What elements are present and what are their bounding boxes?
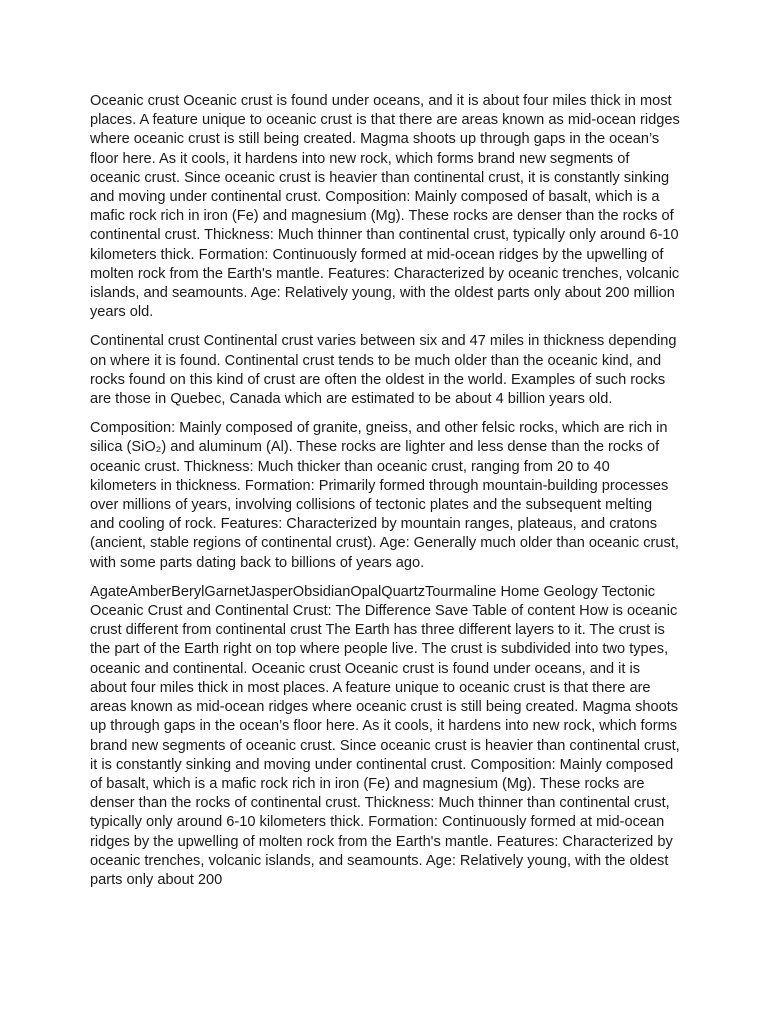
document-page [90,92,680,900]
paragraph-oceanic-crust: Oceanic crust Oceanic crust is found under oceans, and it is about four miles thick in most places. A feature unique to oceanic crust is that there are areas known as mid-ocean ridges where oceanic crust is still being created. Magma shoots up through gaps in the ocean’s floor here. As it cools, it hardens into new rock, which forms brand new segments of oceanic crust. Since oceanic crust is heavier than continental crust, it is constantly sinking and moving under continental crust. Composition: Mainly composed of basalt, which is a mafic rock rich in iron (Fe) and magnesium (Mg). These rocks are denser than the rocks of continental crust. Thickness: Much thinner than continental crust, typically only around 6-10 kilometers thick. Formation: Continuously formed at mid-ocean ridges by the upwelling of molten rock from the Earth's mantle. Features: Characterized by oceanic trenches, volcanic islands, and seamounts. Age: Relatively young, with the oldest parts only about 200 million years old. [90,93,680,321]
paragraph-continental-composition: Composition: Mainly composed of granite, gneiss, and other felsic rocks, which are rich in silica (SiO₂) and aluminum (Al). These rocks are lighter and less dense than the rocks of oceanic crust. Thickness: Much thicker than oceanic crust, ranging from 20 to 40 kilometers in thickness. Formation: Primarily formed through mountain-building processes over millions of years, involving collisions of tectonic plates and the subsequent melting and cooling of rock. Features: Characterized by mountain ranges, plateaus, and cratons (ancient, stable regions of continental crust). Age: Generally much older than oceanic crust, with some parts dating back to billions of years ago. [90,420,679,571]
paragraph-continental-crust: Continental crust Continental crust varies between six and 47 miles in thickness depending on where it is found. Continental crust tends to be much older than the oceanic kind, and rocks found on this kind of crust are often the oldest in the world. Examples of such rocks are those in Quebec, Canada which are estimated to be about 4 billion years old. [90,333,677,408]
paragraph-web-excerpt: AgateAmberBerylGarnetJasperObsidianOpalQuartzTourmaline Home Geology Tectonic Oceanic Crust and Continental Crust: The Difference Save Table of content How is oceanic crust different from continental crust The Earth has three different layers to it. The crust is the part of the Earth right on top where people live. The crust is subdivided into two types, oceanic and continental. Oceanic crust Oceanic crust is found under oceans, and it is about four miles thick in most places. A feature unique to oceanic crust is that there are areas known as mid-ocean ridges where oceanic crust is still being created. Magma shoots up through gaps in the ocean’s floor here. As it cools, it hardens into new rock, which forms brand new segments of oceanic crust. Since oceanic crust is heavier than continental crust, it is constantly sinking and moving under continental crust. Composition: Mainly composed of basalt, which is a mafic rock rich in iron (Fe) and magnesium (Mg). These rocks are denser than the rocks of continental crust. Thickness: Much thinner than continental crust, typically only around 6-10 kilometers thick. Formation: Continuously formed at mid-ocean ridges by the upwelling of molten rock from the Earth's mantle. Features: Characterized by oceanic trenches, volcanic islands, and seamounts. Age: Relatively young, with the oldest parts only about 200 [90,583,680,888]
